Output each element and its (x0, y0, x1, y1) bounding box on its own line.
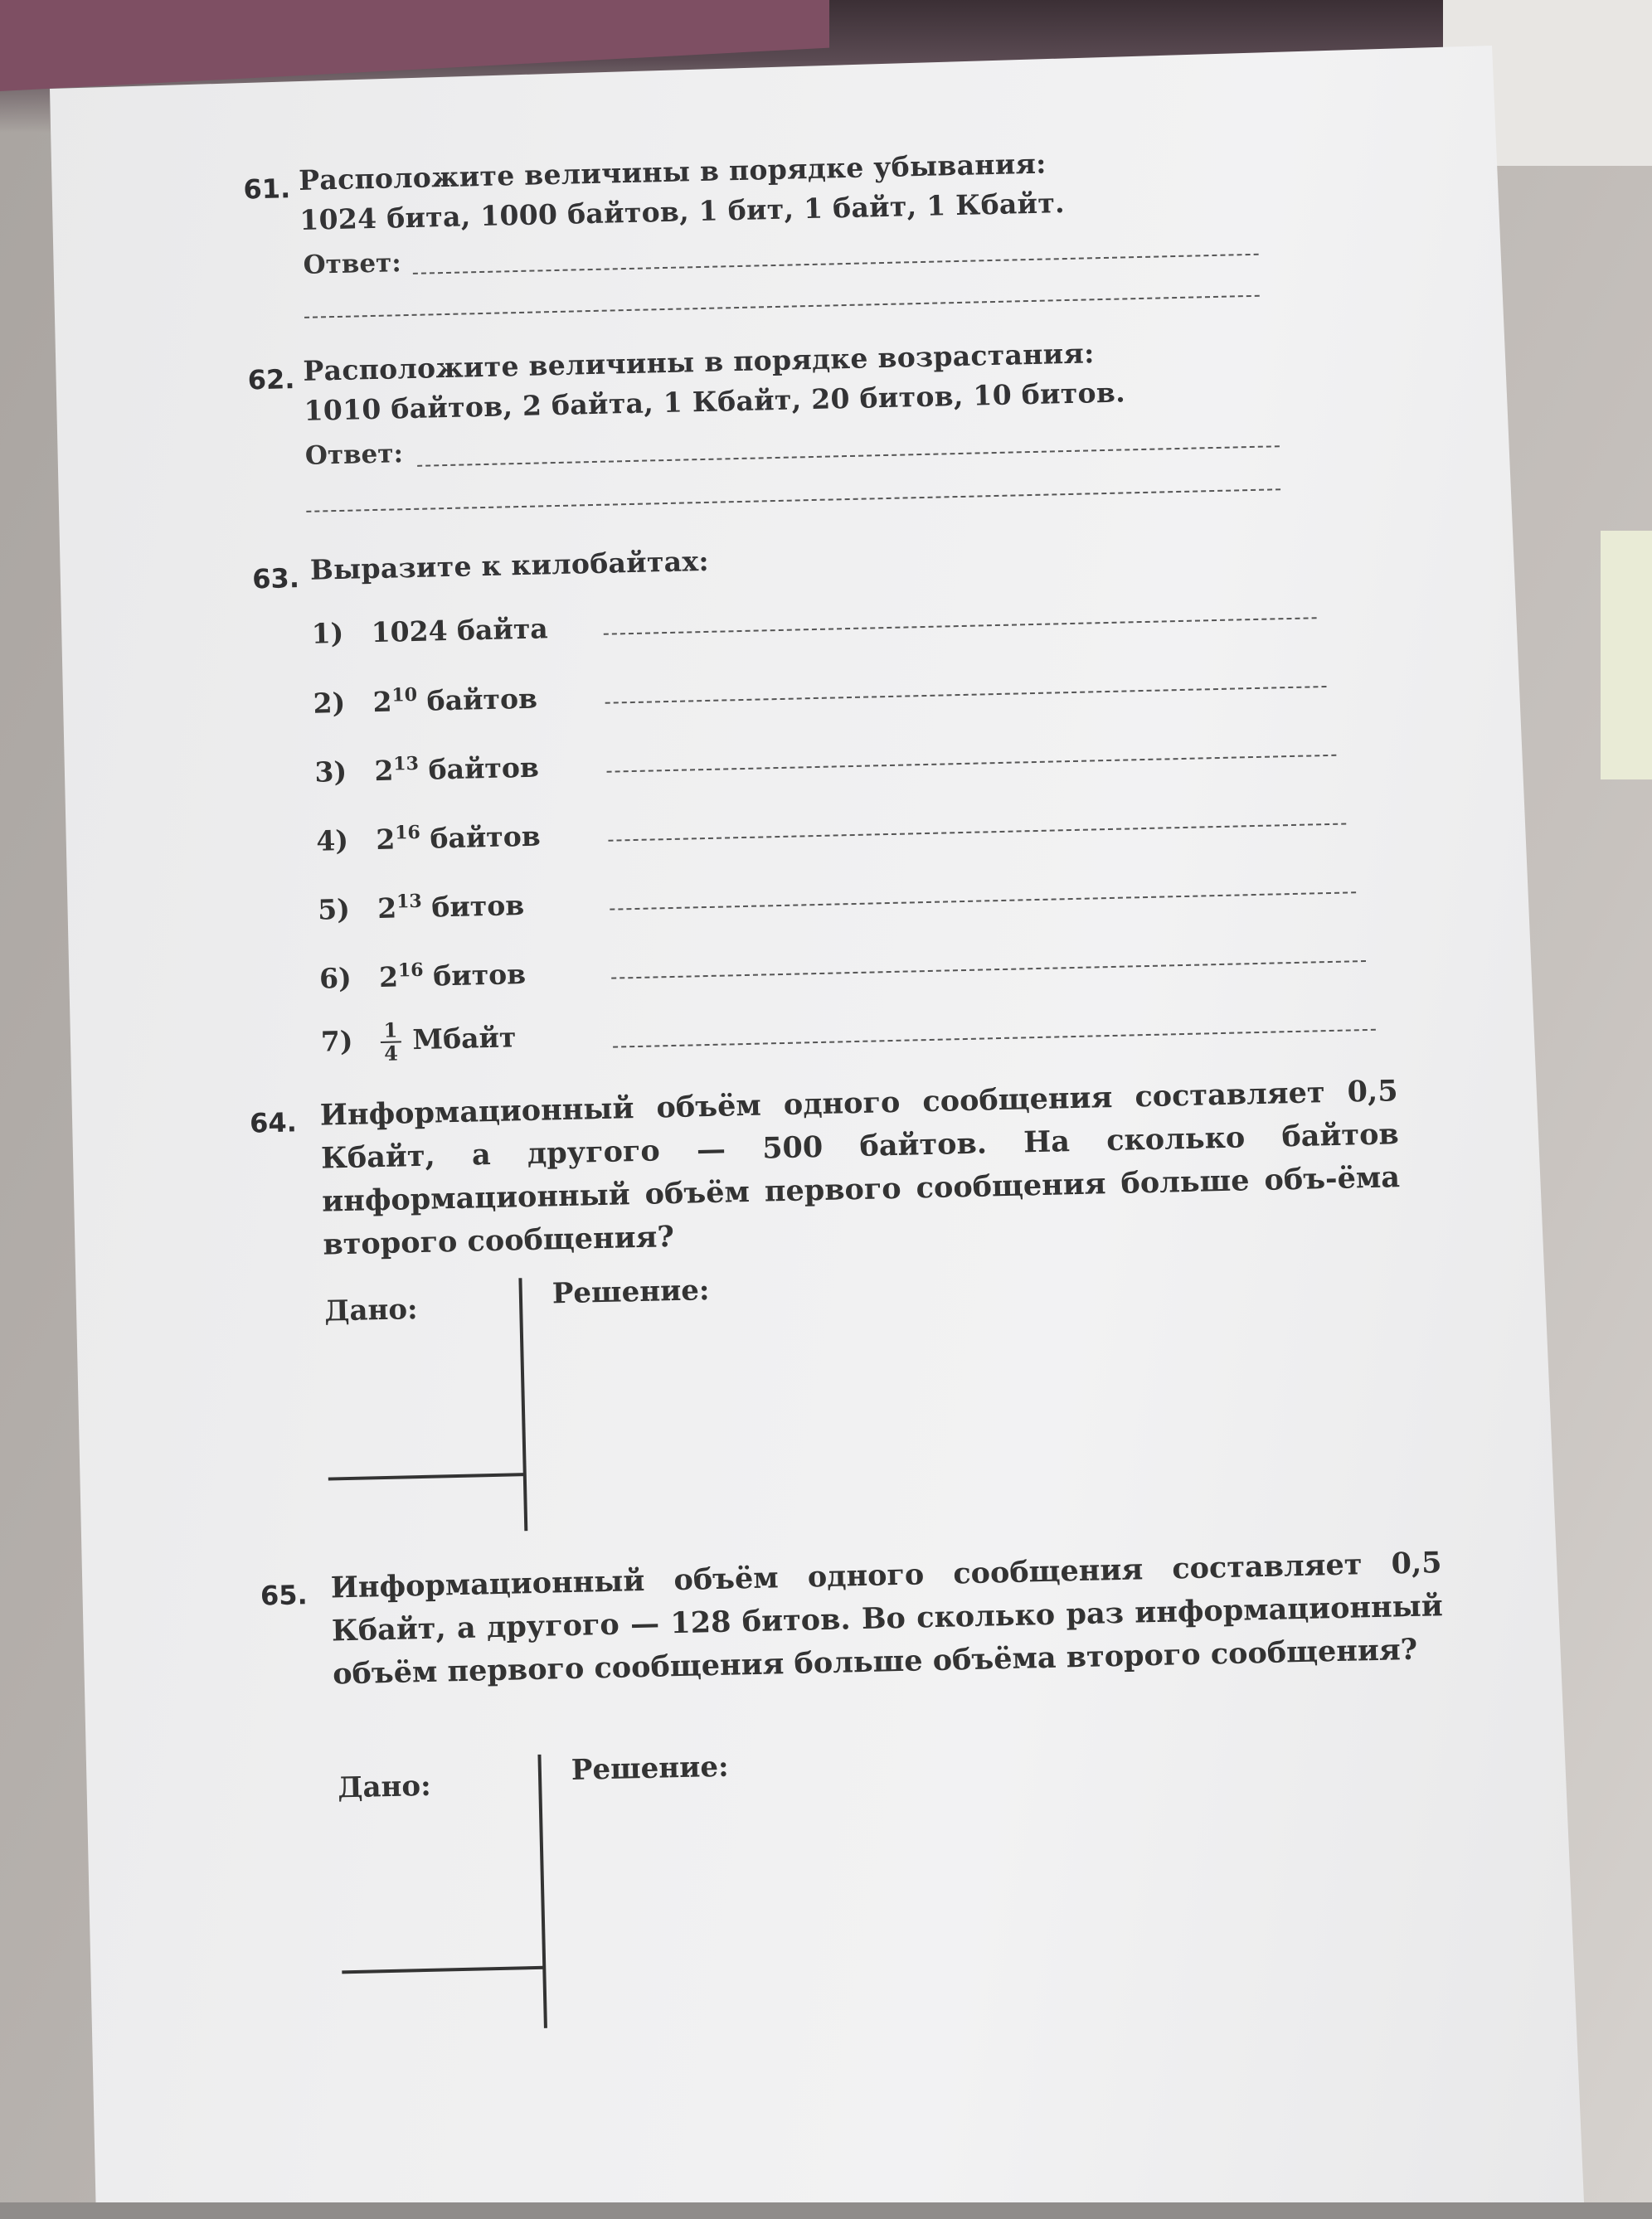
item-unit: битов (432, 958, 527, 993)
fraction-denominator: 4 (383, 1041, 399, 1066)
divider-horizontal (328, 1473, 525, 1480)
item-base: 2 (377, 891, 397, 925)
item-index: 5) (317, 892, 351, 926)
item-exponent: 16 (394, 821, 421, 844)
task-63-item-4 (316, 819, 541, 857)
divider-vertical (518, 1278, 527, 1531)
answer-line[interactable] (613, 1029, 1376, 1048)
task-number: 62. (247, 363, 295, 396)
item-exponent: 16 (397, 959, 424, 982)
item-exponent: 13 (396, 890, 422, 913)
item-index: 1) (311, 616, 344, 650)
fraction-numerator: 1 (380, 1019, 401, 1043)
item-unit: Мбайт (412, 1021, 517, 1056)
item-base: 2 (372, 685, 393, 719)
item-index: 4) (315, 823, 349, 857)
answer-line[interactable] (611, 960, 1366, 979)
answer-line[interactable] (304, 295, 1260, 318)
answer-label: Ответ: (303, 248, 402, 280)
task-text: Информационный объём одного сообщения составляет 0,5 Кбайт, а другого — 128 битов. Во сколько раз информационный объём первого сообщения больше объёма второго сообщения? (330, 1546, 1444, 1692)
item-unit: битов (430, 889, 525, 924)
task-text (299, 143, 1066, 240)
answer-line[interactable] (605, 686, 1327, 704)
item-index: 7) (320, 1024, 353, 1058)
task-63-item-6 (319, 957, 527, 995)
answer-label: Ответ: (304, 439, 404, 471)
answer-line[interactable] (608, 823, 1346, 842)
task-number: 61. (243, 172, 291, 206)
item-index: 2) (313, 686, 346, 720)
item-exponent: 10 (391, 683, 418, 706)
task-number: 64. (249, 1106, 298, 1139)
task-text: Информационный объём одного сообщения составляет 0,5 Кбайт, а другого — 500 байтов. На сколько байтов информационный объём первого сообщения больше объ-ёма второго сообщения? (319, 1074, 1401, 1262)
answer-line[interactable] (306, 488, 1280, 512)
answer-line[interactable] (610, 891, 1356, 910)
item-unit: байтов (426, 682, 538, 717)
item-exponent: 13 (392, 752, 420, 775)
task-line: Расположите величины в порядке убывания: (298, 147, 1047, 197)
solution-label: Решение: (571, 1750, 729, 1787)
task-line: 1024 бита, 1000 байтов, 1 бит, 1 байт, 1 Кбайт. (299, 187, 1066, 236)
divider-vertical (537, 1755, 547, 2028)
task-63-item-3 (314, 750, 539, 789)
item-value: 1024 байта (371, 612, 549, 649)
task-line: Расположите величины в порядке возрастания: (303, 337, 1096, 387)
task-63-item-5 (318, 888, 525, 926)
answer-line[interactable] (413, 254, 1259, 274)
task-title: Выразите к килобайтах: (309, 544, 710, 586)
given-label: Дано: (323, 1293, 419, 1328)
task-63-item-2 (313, 682, 537, 720)
item-base: 2 (375, 823, 396, 857)
solution-label: Решение: (551, 1274, 710, 1311)
item-index: 3) (314, 755, 347, 789)
task-text (303, 333, 1125, 430)
answer-line[interactable] (604, 617, 1317, 635)
task-number: 63. (251, 562, 300, 595)
answer-line[interactable] (417, 445, 1280, 467)
item-unit: байтов (429, 819, 542, 855)
item-base: 2 (374, 754, 394, 788)
item-index: 6) (318, 961, 352, 995)
task-63-item-7 (320, 1017, 517, 1066)
fraction (380, 1019, 401, 1065)
task-line: 1010 байтов, 2 байта, 1 Кбайт, 20 битов, 10 битов. (304, 376, 1126, 427)
answer-line[interactable] (607, 755, 1337, 773)
task-number: 65. (260, 1579, 309, 1612)
divider-horizontal (342, 1966, 544, 1974)
given-label: Дано: (337, 1769, 432, 1805)
item-unit: байтов (428, 750, 540, 786)
item-base: 2 (378, 960, 399, 994)
task-63-item-1 (311, 612, 548, 649)
